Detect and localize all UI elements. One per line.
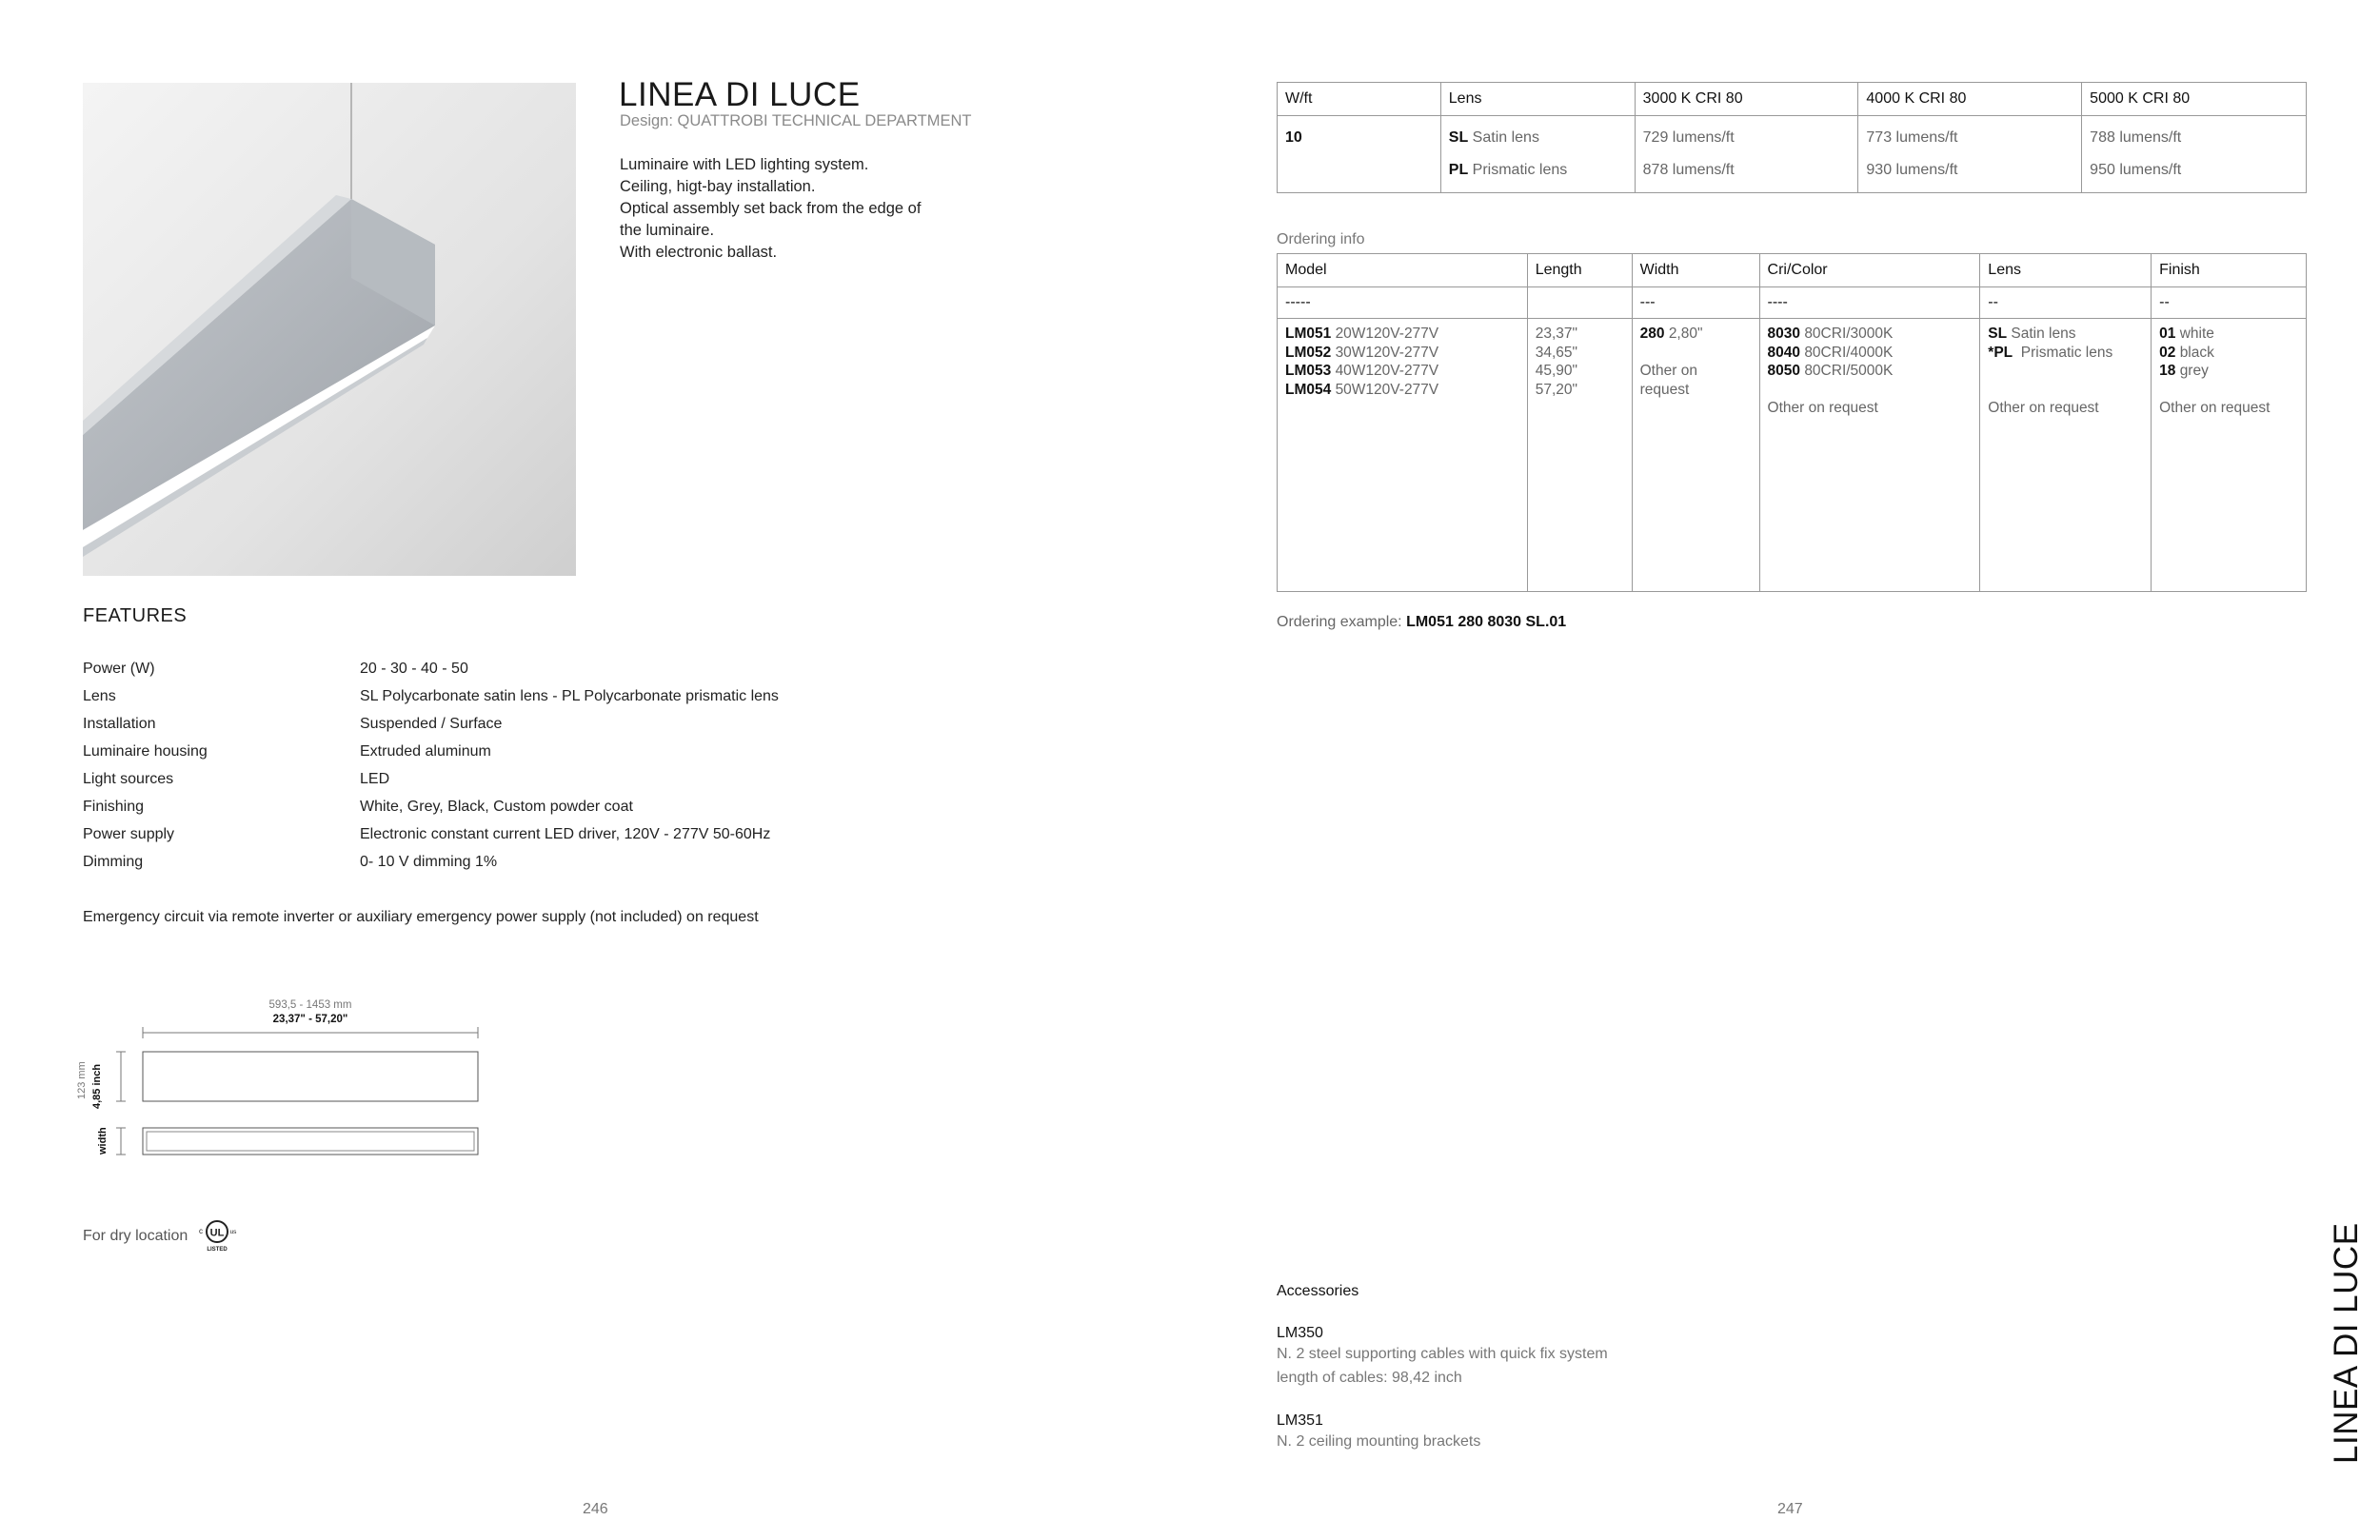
lens-options [1980,319,2152,592]
lens-code: *PL [1988,344,2013,361]
lumens-value: 950 lumens/ft [2090,162,2182,178]
feature-row [83,854,779,881]
model-option [1285,362,1519,381]
features-list [83,661,779,881]
accessory-code: LM350 [1277,1325,1323,1341]
lens-name: Prismatic lens [1472,162,1568,178]
finish-desc: grey [2179,363,2209,379]
features-heading: FEATURES [83,605,188,626]
lens-option [1988,344,2143,363]
placeholder-cell: ---- [1759,287,1980,319]
width-option [1640,325,1752,344]
model-options [1278,319,1528,592]
accessories-section [1277,1283,1608,1476]
model-option [1285,381,1519,400]
product-photo [83,83,576,576]
color-desc: 80CRI/5000K [1804,363,1894,379]
ul-left-text: c [199,1227,203,1235]
ul-bottom-text: LISTED [207,1247,228,1253]
feature-value: Extruded aluminum [360,743,491,760]
dry-location-note: For dry location [83,1228,188,1244]
width-options [1632,319,1759,592]
feature-label: Finishing [83,799,145,815]
finish-option [2159,344,2298,363]
color-option [1768,344,1973,363]
header-cell: Width [1632,254,1759,287]
accessory-line: N. 2 ceiling mounting brackets [1277,1433,1481,1450]
ul-listed-icon [197,1218,237,1253]
finish-options [2152,319,2307,592]
accessory-item [1277,1412,1608,1453]
placeholder-cell: -- [2152,287,2307,319]
length-inch-label: 23,37" - 57,20" [272,1014,348,1025]
color-other: Other on request [1767,400,1878,416]
ordering-info-label: Ordering info [1277,231,1365,247]
table-header-row [1278,254,2307,287]
feature-label: Power supply [83,826,175,842]
side-title: LINEA DI LUCE [2328,1222,2365,1464]
color-option [1768,325,1973,344]
feature-value: SL Polycarbonate satin lens - PL Polycarbonate prismatic lens [360,688,779,704]
header-cell: W/ft [1278,83,1441,116]
lens-option [1449,122,1627,154]
description-line: the luminaire. [620,222,715,239]
table-header-row [1278,83,2307,116]
feature-row [83,743,779,771]
description-line: With electronic ballast. [620,244,778,261]
lens-desc: Satin lens [2011,326,2076,342]
width-other: request [1639,381,1690,398]
model-desc: 30W120V-277V [1335,344,1439,361]
length-option: 57,20" [1535,381,1577,398]
model-code: LM051 [1285,326,1332,342]
model-code: LM054 [1285,381,1332,398]
feature-label: Lens [83,688,116,704]
placeholder-cell [1527,287,1632,319]
options-row [1278,319,2307,592]
feature-value: 0- 10 V dimming 1% [360,854,498,870]
accessory-code: LM351 [1277,1412,1323,1429]
width-other: Other on [1639,363,1697,379]
length-mm-label: 593,5 - 1453 mm [268,999,352,1011]
finish-desc: white [2179,326,2214,342]
feature-row [83,688,779,716]
feature-label: Luminaire housing [83,743,208,760]
header-cell: Finish [2152,254,2307,287]
lumens-table [1277,82,2307,193]
placeholder-cell: ----- [1278,287,1528,319]
feature-row [83,771,779,799]
color-desc: 80CRI/3000K [1804,326,1894,342]
lumens-value: 878 lumens/ft [1642,162,1735,178]
lens-option [1988,325,2143,344]
model-code: LM053 [1285,363,1332,379]
accessory-item [1277,1325,1608,1390]
header-cell: Cri/Color [1759,254,1980,287]
finish-option [2159,362,2298,381]
model-code: LM052 [1285,344,1332,361]
feature-value: Electronic constant current LED driver, 120V - 277V 50-60Hz [360,826,771,842]
placeholder-cell: --- [1632,287,1759,319]
description-line: Luminaire with LED lighting system. [620,156,869,173]
lumens-value: 729 lumens/ft [1642,129,1735,146]
height-inch-label: 4,85 inch [91,1063,103,1109]
height-mm-label: 123 mm [76,1061,88,1099]
feature-row [83,826,779,854]
feature-value: Suspended / Surface [360,716,503,732]
header-cell: Length [1527,254,1632,287]
lumens-5000-cell [2082,116,2307,193]
lens-cell [1440,116,1635,193]
designer-credit: Design: QUATTROBI TECHNICAL DEPARTMENT [620,112,972,129]
feature-value: 20 - 30 - 40 - 50 [360,661,468,677]
model-desc: 50W120V-277V [1335,381,1439,398]
placeholder-cell: -- [1980,287,2152,319]
finish-desc: black [2179,344,2214,361]
ordering-example [1277,614,1566,631]
watt-cell [1278,116,1441,193]
color-code: 8030 [1767,326,1800,342]
product-title: LINEA DI LUCE [619,76,861,113]
lens-code: PL [1448,162,1469,178]
header-cell: 3000 K CRI 80 [1635,83,1858,116]
lens-desc: Prismatic lens [2020,344,2113,361]
header-cell: Lens [1980,254,2152,287]
page-number-left: 246 [583,1501,608,1517]
color-options [1759,319,1980,592]
lumens-value: 930 lumens/ft [1866,162,1958,178]
feature-label: Light sources [83,771,174,787]
ordering-table [1277,253,2307,592]
description-line: Ceiling, higt-bay installation. [620,178,816,195]
accessory-line: N. 2 steel supporting cables with quick fix system [1277,1346,1608,1362]
product-description [620,154,921,264]
ul-center-text: UL [209,1227,225,1239]
length-option: 23,37" [1535,326,1577,342]
length-options [1527,319,1632,592]
accessory-line: length of cables: 98,42 inch [1277,1370,1462,1386]
ul-right-text: us [229,1229,237,1235]
description-line: Optical assembly set back from the edge of [620,200,922,217]
lens-name: Satin lens [1472,129,1539,146]
feature-row [83,799,779,826]
lumens-value: 788 lumens/ft [2090,129,2182,146]
lumens-value: 773 lumens/ft [1866,129,1958,146]
width-code: 280 [1639,326,1665,342]
luminaire-illustration [83,83,576,576]
finish-other: Other on request [2159,400,2271,416]
lumens-4000-cell [1858,116,2082,193]
feature-value: LED [360,771,390,787]
accessories-heading: Accessories [1277,1283,1359,1299]
color-code: 8050 [1767,363,1800,379]
emergency-note: Emergency circuit via remote inverter or auxiliary emergency power supply (not included) on request [83,909,759,925]
finish-code: 02 [2159,344,2176,361]
lumens-3000-cell [1635,116,1858,193]
header-cell: Model [1278,254,1528,287]
length-option: 34,65" [1535,344,1577,361]
header-cell: 4000 K CRI 80 [1858,83,2082,116]
table-row [1278,116,2307,193]
code-placeholder-row [1278,287,2307,319]
model-desc: 40W120V-277V [1335,363,1439,379]
feature-row [83,716,779,743]
feature-value: White, Grey, Black, Custom powder coat [360,799,633,815]
feature-label: Power (W) [83,661,155,677]
model-option [1285,325,1519,344]
lens-other: Other on request [1988,400,2099,416]
page-number-right: 247 [1777,1501,1803,1517]
watt-value: 10 [1285,129,1302,146]
width-desc: 2,80" [1668,326,1703,342]
finish-code: 01 [2159,326,2176,342]
color-code: 8040 [1767,344,1800,361]
lens-code: SL [1448,129,1469,146]
lens-option [1449,154,1627,187]
color-desc: 80CRI/4000K [1804,344,1894,361]
width-label: width [97,1127,109,1155]
feature-row [83,661,779,688]
header-cell: Lens [1440,83,1635,116]
lens-code: SL [1988,326,2008,342]
ordering-example-label: Ordering example: [1277,614,1402,630]
ordering-example-code: LM051 280 8030 SL.01 [1406,614,1567,630]
finish-option [2159,325,2298,344]
header-cell: 5000 K CRI 80 [2082,83,2307,116]
color-option [1768,362,1973,381]
model-option [1285,344,1519,363]
model-desc: 20W120V-277V [1335,326,1439,342]
feature-label: Dimming [83,854,144,870]
finish-code: 18 [2159,363,2176,379]
feature-label: Installation [83,716,156,732]
length-option: 45,90" [1535,363,1577,379]
